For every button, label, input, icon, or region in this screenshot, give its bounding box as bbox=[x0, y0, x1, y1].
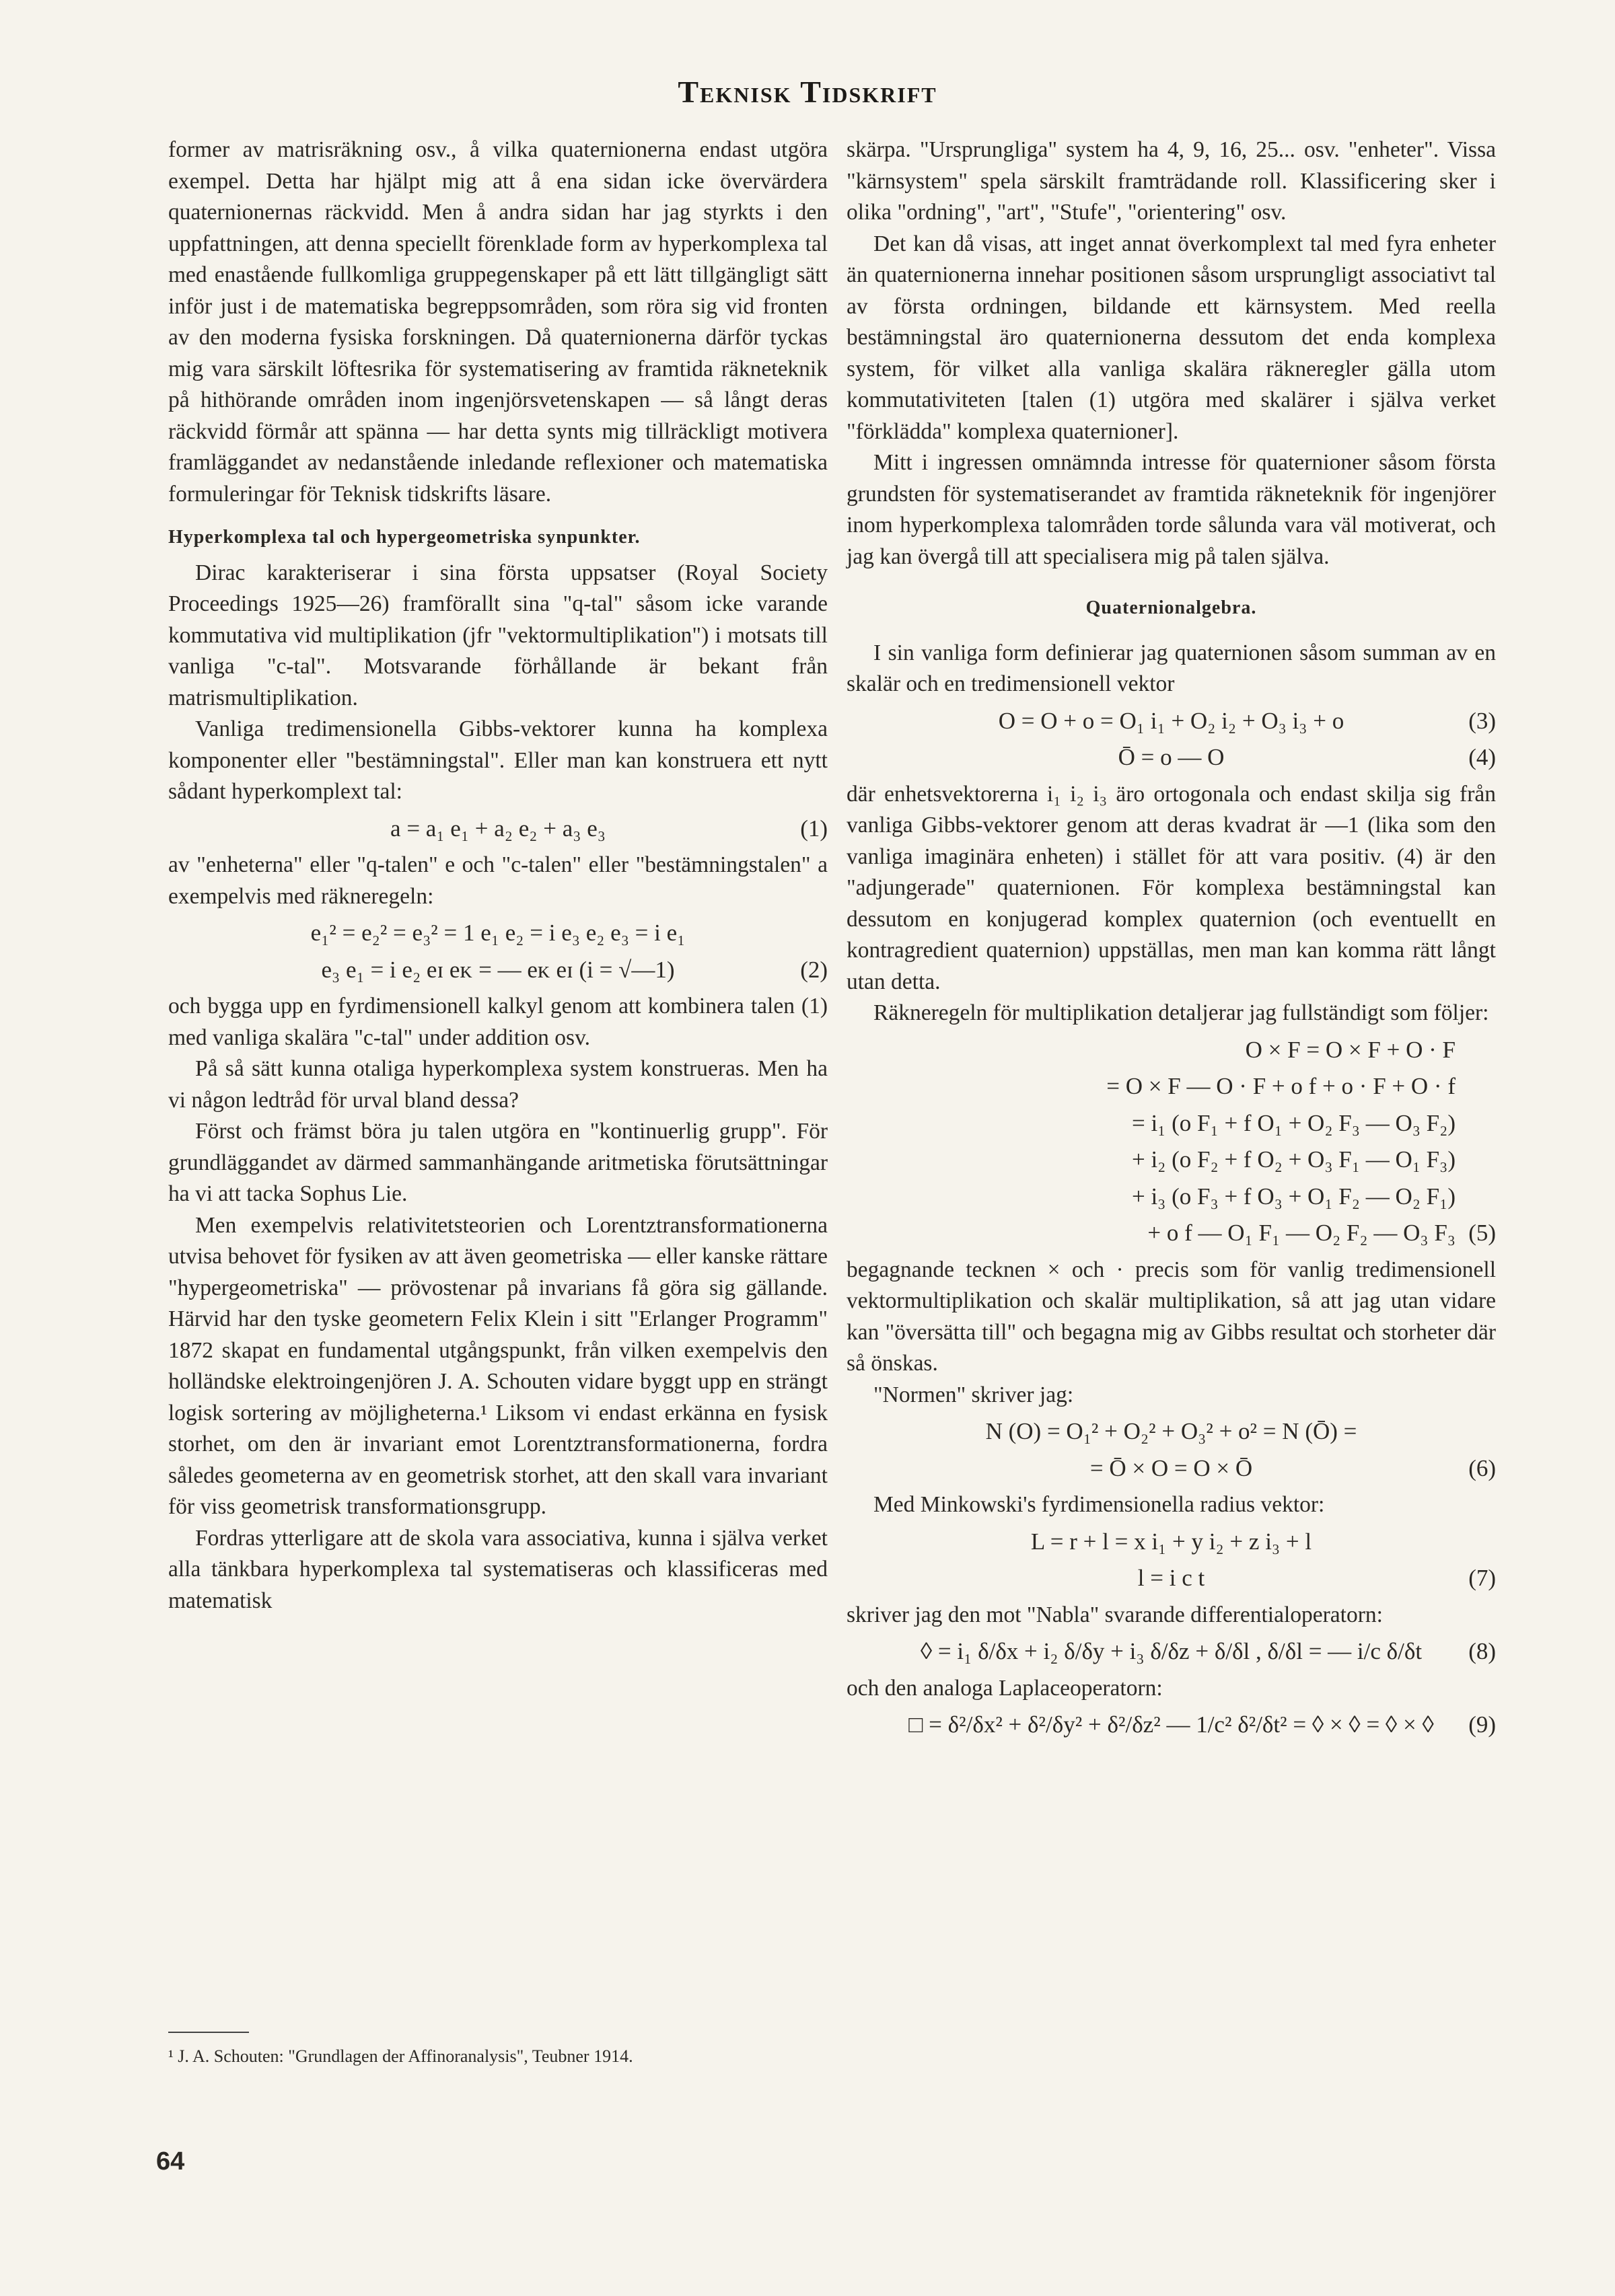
equation-text: L = r + l = x i₁ + y i₂ + z i₃ + l bbox=[1030, 1528, 1312, 1555]
equation-text: + i₂ (o F₂ + f O₂ + O₃ F₁ — O₁ F₃) bbox=[1131, 1146, 1456, 1173]
equation-text: e₃ e₁ = i e₂ eɪ eᴋ = — eᴋ eɪ (i = √—1) bbox=[321, 956, 675, 983]
journal-header: Teknisk Tidskrift bbox=[678, 75, 937, 109]
paragraph: Det kan då visas, att inget annat överkomplext tal med fyra enheter än quaternionerna innehar positionen såsom ursprungligt associativt tal av första ordningen, bildande ett kärnsystem. Med reella bestämningstal äro quaternionerna dessutom det enda komplexa system, för vilket alla vanliga skalära räkneregler gälla utom kommutativiteten [talen (1) utgöra med skalärer i själva verket "förklädda" komplexa quaternioner]. bbox=[847, 231, 1496, 444]
equation-text: N (O) = O₁² + O₂² + O₃² + o² = N (Ō) = bbox=[985, 1418, 1357, 1444]
equation-number: (7) bbox=[1468, 1565, 1496, 1591]
footnote: ¹ J. A. Schouten: "Grundlagen der Affinoranalysis", Teubner 1914. bbox=[168, 2046, 633, 2066]
equation-2a bbox=[168, 918, 828, 949]
equation-7b bbox=[847, 1563, 1496, 1594]
equation-number: (3) bbox=[1468, 707, 1496, 734]
paragraph: där enhetsvektorerna i₁ i₂ i₃ äro ortogonala och endast skilja sig från vanliga Gibbs-vektorer genom att deras kvadrat är —1 (lika som den vanliga imaginära enheten) i stället för att vara positiv. (4) är den "adjungerade" quaternionen. För komplexa bestämningstal kan dessutom en konjugerad komplex quaternion (och eventuellt en kontragredient quaternion) uppställas, men man kan komma rätt långt utan detta. bbox=[847, 781, 1496, 994]
equation-number: (4) bbox=[1468, 744, 1496, 770]
equation-text: ◊ = i₁ δ/δx + i₂ δ/δy + i₃ δ/δz + δ/δl , δ/δl = — i/c δ/δt bbox=[920, 1638, 1423, 1664]
equation-number: (1) bbox=[800, 815, 828, 842]
equation-text: l = i c t bbox=[1137, 1565, 1205, 1591]
equation-number: (6) bbox=[1468, 1454, 1496, 1481]
paragraph: Mitt i ingressen omnämnda intresse för quaternioner såsom första grundsten för systematiserandet av framtida räkneteknik för ingenjörer inom hyperkomplexa talområden torde sålunda vara väl motiverat, och jag kan övergå till att specialisera mig på talen själva. bbox=[847, 450, 1496, 569]
paragraph: former av matrisräkning osv., å vilka quaternionerna endast utgöra exempel. Detta har hjälpt mig att å ena sidan icke övervärdera quaternionernas räckvidd. Men å andra sidan har jag styrkts i den uppfattningen, att denna speciellt förenklade form av hyperkomplexa tal med enastående fullkomliga gruppegenskaper på ett lätt tillgängligt sätt inför just i de matematiska begreppsområden, som röra sig vid fronten av den moderna fysiska forskningen. Då quaternionerna därför tyckas mig vara särskilt löftesrika för systematisering av framtida räkneteknik på hithörande områden inom ingenjörsvetenskapen — så långt deras räckvidd förmår att spänna — har detta synts mig tillräckligt motivera framläggandet av nedanstående inledande reflexioner och matematiska formuleringar för Teknisk tidskrifts läsare. bbox=[168, 137, 828, 507]
paragraph: I sin vanliga form definierar jag quaternionen såsom summan av en skalär och en tredimensionell vektor bbox=[847, 640, 1496, 696]
paragraph: skriver jag den mot "Nabla" svarande differentialoperatorn: bbox=[847, 1602, 1383, 1627]
equation-text: Ō = o — O bbox=[1118, 744, 1225, 770]
paragraph: och den analoga Laplaceoperatorn: bbox=[847, 1675, 1163, 1701]
equation-9 bbox=[847, 1709, 1496, 1741]
equation-6b bbox=[847, 1453, 1496, 1485]
equation-5a bbox=[847, 1035, 1496, 1066]
paragraph: "Normen" skriver jag: bbox=[873, 1382, 1074, 1407]
equation-5c bbox=[847, 1108, 1496, 1140]
equation-4 bbox=[847, 742, 1496, 774]
equation-8 bbox=[847, 1636, 1496, 1668]
paragraph: På så sätt kunna otaliga hyperkomplexa system konstrueras. Men ha vi någon ledtråd för urval bland dessa? bbox=[168, 1056, 828, 1113]
paragraph: av "enheterna" eller "q-talen" e och "c-talen" eller "bestämningstalen" a exempelvis med räkneregeln: bbox=[168, 852, 828, 909]
equation-text: = O × F — O · F + o f + o · F + O · f bbox=[1106, 1073, 1456, 1099]
equation-text: O = O + o = O₁ i₁ + O₂ i₂ + O₃ i₃ + o bbox=[998, 707, 1344, 734]
footnote-rule bbox=[168, 2032, 249, 2033]
paragraph: begagnande tecknen × och · precis som för vanlig tredimensionell vektormultiplikation och skalär multiplikation, så att jag utan vidare kan "översätta till" och begagna mig av Gibbs resultat och storheter där så önskas. bbox=[847, 1257, 1496, 1376]
equation-5e bbox=[847, 1181, 1496, 1213]
equation-number: (9) bbox=[1468, 1711, 1496, 1738]
left-column bbox=[168, 135, 828, 1617]
equation-text: = i₁ (o F₁ + f O₁ + O₂ F₃ — O₃ F₂) bbox=[1131, 1109, 1456, 1136]
equation-number: (8) bbox=[1468, 1638, 1496, 1664]
equation-5f bbox=[847, 1218, 1496, 1249]
paragraph: Med Minkowski's fyrdimensionella radius vektor: bbox=[873, 1492, 1325, 1517]
equation-7a bbox=[847, 1526, 1496, 1558]
section-heading: Hyperkomplexa tal och hypergeometriska synpunkter. bbox=[168, 527, 641, 548]
paragraph: Först och främst böra ju talen utgöra en "kontinuerlig grupp". För grundläggandet av därmed sammanhängande aritmetiska förutsättningar ha vi att tacka Sophus Lie. bbox=[168, 1119, 828, 1206]
paragraph: Fordras ytterligare att de skola vara associativa, kunna i själva verket alla tänkbara hyperkomplexa tal systematiseras och klassificeras med matematisk bbox=[168, 1525, 828, 1613]
paragraph: Räkneregeln för multiplikation detaljerar jag fullständigt som följer: bbox=[873, 1000, 1489, 1025]
equation-text: + o f — O₁ F₁ — O₂ F₂ — O₃ F₃ bbox=[1147, 1220, 1456, 1246]
equation-text: + i₃ (o F₃ + f O₃ + O₁ F₂ — O₂ F₁) bbox=[1131, 1183, 1456, 1210]
equation-1 bbox=[168, 813, 828, 845]
equation-number: (2) bbox=[800, 956, 828, 983]
paragraph: Dirac karakteriserar i sina första uppsatser (Royal Society Proceedings 1925—26) framförallt sina "q-tal" såsom icke varande kommutativa vid multiplikation (jfr "vektormultiplikation") i motsats till vanliga "c-tal". Motsvarande förhållande är bekant från matrismultiplikation. bbox=[168, 560, 828, 710]
equation-number: (5) bbox=[1468, 1220, 1496, 1246]
section-heading: Quaternionalgebra. bbox=[1085, 597, 1257, 618]
equation-5d bbox=[847, 1144, 1496, 1176]
paragraph: och bygga upp en fyrdimensionell kalkyl genom att kombinera talen (1) med vanliga skalära "c-tal" under addition osv. bbox=[168, 994, 828, 1050]
equation-text: □ = δ²/δx² + δ²/δy² + δ²/δz² — 1/c² δ²/δt² = ◊ × ◊ = ◊ × ◊ bbox=[908, 1711, 1434, 1738]
equation-text: a = a₁ e₁ + a₂ e₂ + a₃ e₃ bbox=[390, 815, 606, 842]
equation-6a bbox=[847, 1416, 1496, 1448]
equation-2b bbox=[168, 955, 828, 986]
page-number: 64 bbox=[156, 2147, 185, 2176]
paragraph: Men exempelvis relativitetsteorien och Lorentztransformationerna utvisa behovet för fysiken av att även geometriska — eller kanske rättare "hypergeometriska" — prövostenar på invarians få göra sig gällande. Härvid har den tyske geometern Felix Klein i sitt "Erlanger Programm" 1872 skapat en fundamental utgångspunkt, från vilken exempelvis den holländske elektroingenjören J. A. Schouten vidare byggt upp en strängt logisk sortering av möjligheterna.¹ Liksom vi endast erkänna en fysisk storhet, om den är invariant emot Lorentztransformationerna, fordra således geometerna av en geometrisk storhet, att den skall vara invariant för viss geometrisk transformationsgrupp. bbox=[168, 1212, 828, 1519]
paragraph: Vanliga tredimensionella Gibbs-vektorer kunna ha komplexa komponenter eller "bestämningstal". Eller man kan konstruera ett nytt sådant hyperkomplext tal: bbox=[168, 716, 828, 804]
equation-text: e₁² = e₂² = e₃² = 1 e₁ e₂ = i e₃ e₂ e₃ = i e₁ bbox=[310, 920, 686, 946]
paragraph: skärpa. "Ursprungliga" system ha 4, 9, 16, 25... osv. "enheter". Vissa "kärnsystem" spela särskilt framträdande roll. Klassificering sker i olika "ordning", "art", "Stufe", "orientering" osv. bbox=[847, 137, 1496, 225]
equation-5b bbox=[847, 1071, 1496, 1103]
right-column bbox=[847, 135, 1496, 1746]
equation-text: = Ō × O = O × Ō bbox=[1089, 1454, 1253, 1481]
equation-text: O × F = O × F + O · F bbox=[1245, 1036, 1456, 1063]
equation-3 bbox=[847, 706, 1496, 737]
